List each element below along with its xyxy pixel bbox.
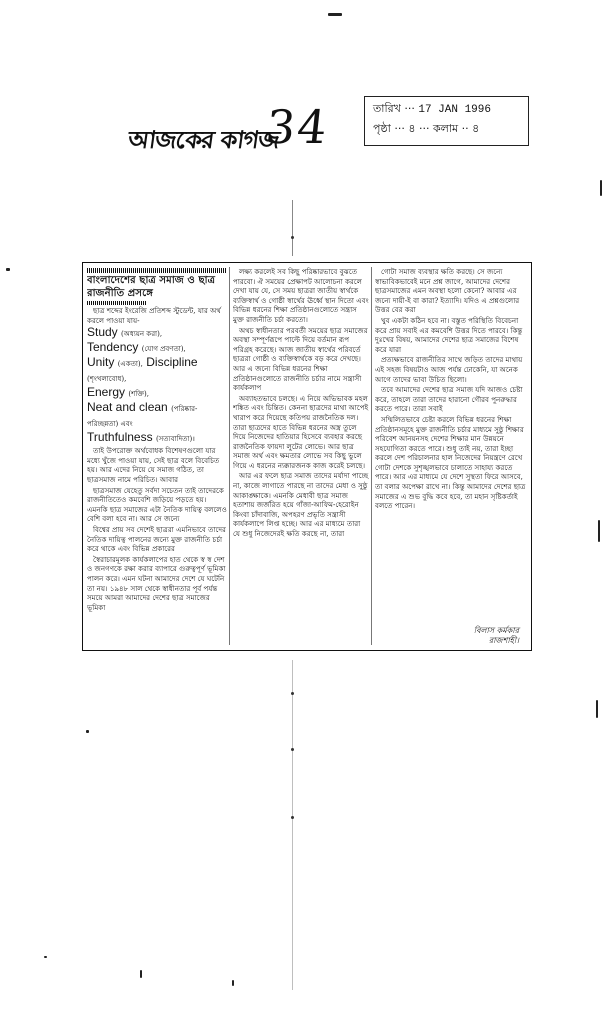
article-paragraph: বিশ্বের প্রায় সব দেশেই ছাত্ররা এমনিভাবে তাদের নৈতিক দায়িত্ব পালনের জন্যে মুক্ত রাজনীতি চর্চা করে থাকে এবং বিভিন্ন প্রকারের [87, 524, 226, 554]
article-byline [474, 626, 519, 646]
scan-speck [232, 980, 234, 986]
article-column-1 [87, 267, 227, 645]
newspaper-name: আজকের কাগজ [126, 125, 281, 154]
headline-rule [87, 268, 227, 273]
article-headline: বাংলাদেশের ছাত্র সমাজ ও ছাত্র রাজনীতি প্রসঙ্গে [87, 274, 216, 299]
article-clipping [82, 262, 532, 651]
stamp-column-label: কলাম [432, 122, 459, 135]
clip-number: 34 [263, 100, 332, 154]
article-paragraph: ছাত্রসমাজ যেহেতু সর্বদা সচেতন তাই তাদেরকে রাজনীতিতেও কমবেশি জড়িয়ে পড়তে হয়। এমনকি ছাত্র সমাজের এটা নৈতিক দায়িত্ব বললেও বেশি বলা হবে না। আর সে জন্যে [87, 485, 227, 524]
scan-speck [596, 700, 598, 718]
scan-speck [598, 520, 600, 542]
english-term: Tendency [87, 340, 139, 355]
scan-speck [86, 730, 89, 733]
article-paragraph: তবে আমাদের দেশের ছাত্র সমাজ যদি আজও চেষ্টা করে, তাহলে তারা তাদের হারানো গৌরব পুনরুদ্ধার করতে পারে। তারা সবাই [375, 385, 523, 414]
article-paragraph: আর এর ফলে ছাত্র সমাজ তাদের মর্যাদা পাচ্ছে না, কাজে লাগাতে পারছে না তাদের মেধা ও সুষ্ঠু আকাঙ্ক্ষাকে। এমনকি মেধাবী ছাত্র সমাজ হতাশায় জর্জরিত হয়ে গাঁজা-আফিম-হেরোইন কিংবা চাঁদাবাজি, অপহরণ প্রভৃতি সন্ত্রাসী কার্যকলাপে লিপ্ত হচ্ছে। আর এর মাধ্যমে তারা যে শুধু নিজেদেরই ক্ষতি করছে না, তারা [233, 471, 369, 539]
scan-speck [600, 180, 602, 196]
english-term: Energy [87, 385, 126, 400]
article-paragraph: সম্মিলিতভাবে চেষ্টা করলে বিভিন্ন ধরনের শিক্ষা প্রতিষ্ঠানসমূহে মুক্ত রাজনীতি চর্চার মাধ্যমে সুষ্ঠু শিক্ষার পরিবেশ আনয়নসহ দেশের শিক্ষার মান উন্নয়নে সহযোগিতা করতে পারে। শুধু তাই নয়, তারা ইচ্ছা করলে দেশ পরিচালনার হাল নিজেদের নিয়ন্ত্রণে রেখে গোটা দেশকে সুশৃঙ্খলভাবে চালাতে সাহায্য করতে পারে। আর এর মাধ্যমে যে দেশে সুস্থতা ফিরে আসবে, তা বলার অপেক্ষা রাখে না। কিন্তু আমাদের দেশের ছাত্র সমাজের এ শুভ বুদ্ধি কবে হবে, তা মহান সৃষ্টিকর্তাই বলতে পারেন। [375, 414, 526, 511]
english-term-row [87, 431, 227, 446]
english-term-row [87, 341, 227, 356]
stamp-column-value: ৪ [472, 122, 480, 135]
english-term-gloss: (যোগ প্রবণতা), [141, 345, 186, 354]
stamp-page-row: পৃষ্ঠা ··· ৪ ··· কলাম ·· ৪ [373, 122, 480, 135]
article-paragraph: স্বৈরাচারমূলক কার্যকলাপের হাত থেকে স্ব স্ব দেশ ও জনগণকে রক্ষা করার ব্যাপারে গুরুত্বপূর্ণ ভূমিকা পালন করে। এমন ঘটনা আমাদের দেশে যে ঘটেনি তা নয়। ১৯৪৮ সাল থেকে স্বাধীনতার পূর্ব পর্যন্ত সময়ে আমরা আমাদের দেশের ছাত্র সমাজের ভূমিকা [87, 554, 226, 612]
english-term-gloss: (পরিষ্কার-পরিচ্ছন্নতা) এবং [87, 405, 198, 429]
newspaper-masthead [126, 100, 358, 168]
headline-hatch [87, 301, 147, 305]
crease-mark [291, 748, 294, 751]
english-term-gloss: (শৃংখলাবোধ), [87, 375, 127, 384]
article-column-2 [233, 267, 369, 645]
article-paragraph: তাই উপরোক্ত অর্থবোধক বিশেষণগুলো যার মধ্যে খুঁজে পাওয়া যায়, সেই ছাত্র বলে বিবেচিত হয়। আর এদের নিয়ে যে সমাজ গঠিত, তা ছাত্রসমাজ নামে পরিচিত। আবার [87, 446, 220, 484]
article-paragraph: গোটা সমাজ ব্যবস্থার ক্ষতি করছে। সে জন্যে স্বাভাবিকভাবেই মনে প্রশ্ন জাগে, আমাদের দেশের ছাত্রসমাজের এমন অবস্থা হলো কেনো? আবার এর জন্যে দায়ী-ই বা কারা? ইত্যাদি। যদিও এ প্রশ্নগুলোর উত্তর বের করা [375, 267, 520, 315]
article-paragraph: ছাত্র শব্দের ইংরেজি প্রতিশব্দ স্টুডেন্ট, যার অর্থ করলে পাওয়া যায়- [87, 306, 221, 325]
article-paragraph: প্রত্যক্ষভাবে রাজনীতির সাথে জড়িত তাদের মাথায় এই সহজ বিষয়টাও আজ পর্যন্ত ঢোকেনি, যা অনেক আগে তাদের ভাবা উচিত ছিলো। [375, 355, 523, 384]
article-paragraph: অথচ স্বাধীনতার পরবর্তী সময়ের ছাত্র সমাজের অবস্থা সম্পূর্ণরূপে পাল্টে দিয়ে বর্তমান রূপ পরিগ্রহ করেছে। আজ জাতীয় স্বার্থের পরিবর্তে ছাত্ররা গোষ্ঠী ও ব্যক্তিস্বার্থকে বড় করে দেখছে। আর এ জন্যে বিভিন্ন ধরনের শিক্ষা প্রতিষ্ঠানগুলোতে রাজনীতি চর্চার নামে সন্ত্রাসী কার্যকলাপ [233, 325, 368, 393]
column-divider [229, 267, 230, 645]
scan-speck [140, 970, 142, 978]
stamp-date-label: তারিখ [373, 102, 401, 115]
english-term: Truthfulness [87, 430, 153, 445]
byline-place: রাজশাহী। [488, 636, 519, 645]
scan-speck [6, 268, 10, 271]
stamp-page-label: পৃষ্ঠা [373, 122, 391, 135]
article-column-3 [375, 267, 527, 645]
stamp-date-row: তারিখ ··· 17 JAN 1996 [373, 102, 491, 116]
english-term-row [87, 401, 227, 431]
date-stamp [364, 96, 529, 146]
column-divider [371, 267, 372, 645]
english-term: Study [87, 325, 118, 340]
english-term-row [87, 326, 227, 341]
english-term-gloss: (শক্তি), [128, 390, 150, 399]
stamp-page-value: ৪ [408, 122, 416, 135]
crease-mark [291, 692, 294, 695]
english-term: Discipline [146, 355, 198, 370]
fold-crease-bottom [292, 660, 293, 990]
article-paragraph: খুব একটা কঠিন হবে না। বস্তুত পরিস্থিতি বিবেচনা করে প্রায় সবাই এর কমবেশি উত্তর দিতে পারবে। কিন্তু দুঃখের বিষয়, আমাদের দেশের ছাত্র সমাজের বিশেষ করে যারা [375, 315, 523, 354]
crease-mark [291, 236, 294, 239]
article-paragraph: লক্ষ্য করলেই সব কিছু পরিষ্কারভাবে বুঝতে পারবো। ঐ সময়ের প্রেক্ষাপট আলোচনা করলে দেখা যায় যে, সে সময় ছাত্ররা জাতীয় স্বার্থকে ব্যক্তিস্বার্থ ও গোষ্ঠী স্বার্থের ঊর্ধ্বে স্থান দিতো এবং বিভিন্ন ধরনের শিক্ষা প্রতিষ্ঠানগুলোতে সন্ত্রাস মুক্ত রাজনীতি চর্চা করতো। [233, 267, 369, 324]
article-paragraph: অব্যাহতভাবে চলছে। এ নিয়ে অভিভাবক মহল শঙ্কিত এবং চিন্তিত। কেননা ছাত্রদের মাথা আপেই খারাপ করে দিয়েছে কতিপয় রাজনৈতিক দল। তারা ছাত্রদের হাতে বিভিন্ন ধরনের অস্ত্র তুলে দিয়ে নিজেদের হাতিয়ার হিসেবে ব্যবহার করছে রাজনৈতিক ফায়দা লুটের লোভে। আর ছাত্র সমাজ অর্থ এবং ক্ষমতার লোভে সব কিছু ভুলে গিয়ে এ ধরনের ন্যক্কারজনক কাজ করেই চলছে। [233, 393, 369, 470]
english-term: Neat and clean [87, 400, 168, 415]
byline-author: বিলাস কর্মকার [473, 626, 519, 635]
english-term-gloss: (একতা), [117, 360, 143, 369]
english-term-gloss: (সত্যবাদিতা)। [155, 435, 195, 444]
english-term-gloss: (অধ্যয়ন করা), [121, 330, 163, 339]
english-term-row [87, 386, 227, 401]
scan-speck [44, 956, 47, 958]
crease-mark [291, 816, 294, 819]
english-term-row [87, 356, 227, 386]
fold-crease-top [292, 200, 293, 256]
english-term: Unity [87, 355, 115, 370]
stamp-date-value: 17 JAN 1996 [418, 104, 491, 116]
scan-speck [328, 13, 342, 16]
